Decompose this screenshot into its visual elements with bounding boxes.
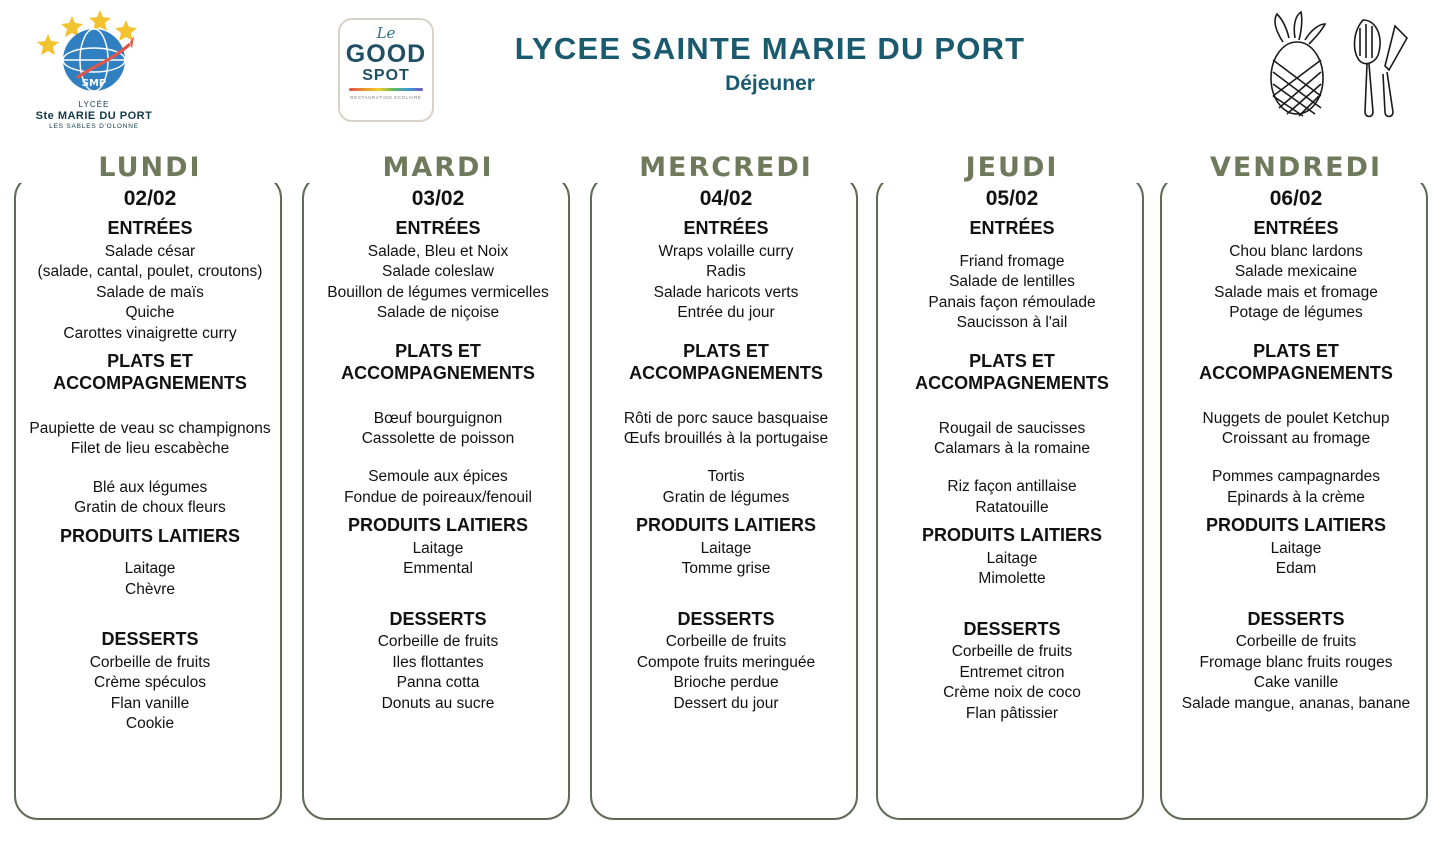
section-title-plats-line1: PLATS ET — [683, 340, 769, 361]
plats-list-mardi — [296, 409, 580, 450]
list-item: Radis — [706, 263, 746, 281]
list-item: Quiche — [125, 304, 175, 322]
list-item: Rôti de porc sauce basquaise — [623, 409, 829, 427]
list-item: Brioche perdue — [673, 674, 779, 692]
list-item: Donuts au sucre — [381, 694, 495, 712]
day-name-vendredi: VENDREDI — [1162, 152, 1430, 183]
list-item: Œufs brouillés à la portugaise — [623, 429, 829, 447]
list-item: Fondue de poireaux/fenouil — [344, 488, 532, 506]
section-title-entrees: ENTRÉES — [683, 218, 769, 239]
list-item: Salade haricots verts — [653, 283, 799, 301]
day-name-jeudi: JEUDI — [878, 152, 1146, 183]
list-item: Cassolette de poisson — [361, 429, 515, 447]
list-item: Salade mais et fromage — [1214, 283, 1378, 301]
list-item: Salade de lentilles — [949, 273, 1075, 291]
day-card-jeudi — [876, 152, 1144, 820]
plats-list-lundi — [8, 419, 292, 460]
list-item: Edam — [1275, 560, 1317, 578]
list-item: Salade de niçoise — [376, 304, 500, 322]
good-spot-good: GOOD — [345, 40, 427, 68]
day-date-mardi: 03/02 — [411, 187, 465, 210]
plats-list-mercredi — [584, 409, 868, 450]
list-item: Dessert du jour — [673, 694, 779, 712]
accompagnements-list-jeudi — [870, 477, 1154, 518]
list-item: Semoule aux épices — [368, 468, 508, 486]
list-item: Chèvre — [125, 580, 175, 598]
section-title-plats-line1: PLATS ET — [1253, 340, 1339, 361]
good-spot-le: Le — [376, 24, 396, 42]
list-item: Crème noix de coco — [943, 684, 1081, 702]
decorative-illustration — [1239, 8, 1419, 128]
laitiers-list-lundi — [8, 559, 292, 600]
section-title-desserts: DESSERTS — [101, 629, 199, 650]
svg-text:SMP: SMP — [81, 78, 107, 89]
day-name-mercredi: MERCREDI — [592, 152, 860, 183]
list-item: Fromage blanc fruits rouges — [1199, 653, 1393, 671]
menu-week-grid — [0, 150, 1441, 840]
list-item: Chou blanc lardons — [1229, 242, 1363, 260]
day-card-mercredi — [590, 152, 858, 820]
section-title-plats-line2: ACCOMPAGNEMENTS — [341, 363, 535, 383]
section-title-plats-line2: ACCOMPAGNEMENTS — [1199, 363, 1393, 383]
list-item: Croissant au fromage — [1221, 429, 1371, 447]
desserts-list-jeudi — [870, 642, 1154, 724]
good-spot-spot: SPOT — [362, 67, 410, 85]
day-card-mardi — [302, 152, 570, 820]
entrees-list-mardi — [296, 242, 580, 324]
title-block — [440, 32, 1100, 96]
list-item: Salade mexicaine — [1234, 263, 1358, 281]
day-name-lundi: LUNDI — [16, 152, 284, 183]
list-item: Emmental — [403, 560, 473, 578]
list-item: Nuggets de poulet Ketchup — [1202, 409, 1390, 427]
list-item: Salade de maïs — [96, 283, 204, 301]
good-spot-tagline: RESTAURATION SCOLAIRE — [350, 94, 422, 100]
list-item: Flan vanille — [110, 694, 190, 712]
section-title-plats-line2: ACCOMPAGNEMENTS — [53, 373, 247, 394]
list-item: Carottes vinaigrette curry — [63, 324, 237, 342]
list-item: Iles flottantes — [392, 653, 484, 671]
list-item: Wraps volaille curry — [658, 242, 794, 260]
day-card-lundi — [14, 152, 282, 820]
school-logo-lycee-word: LYCÉE — [78, 100, 110, 109]
laitiers-list-mercredi — [584, 539, 868, 580]
section-title-desserts: DESSERTS — [963, 618, 1061, 639]
list-item: Cake vanille — [1253, 674, 1339, 692]
school-logo — [14, 4, 174, 136]
section-title-laitiers: PRODUITS LAITIERS — [59, 525, 240, 546]
section-title-entrees: ENTRÉES — [395, 218, 481, 239]
page-title: LYCEE SAINTE MARIE DU PORT — [514, 31, 1026, 66]
section-title-plats-line1: PLATS ET — [107, 350, 193, 371]
section-title-laitiers: PRODUITS LAITIERS — [347, 515, 528, 536]
laitiers-list-mardi — [296, 539, 580, 580]
list-item: Calamars à la romaine — [934, 439, 1090, 457]
list-item: Panna cotta — [396, 674, 480, 692]
list-item: (salade, cantal, poulet, croutons) — [37, 263, 263, 281]
list-item: Bouillon de légumes vermicelles — [327, 283, 549, 301]
section-title-plats-line1: PLATS ET — [395, 340, 481, 361]
list-item: Entrée du jour — [677, 304, 775, 322]
plats-list-jeudi — [870, 419, 1154, 460]
entrees-list-vendredi — [1154, 242, 1438, 324]
entrees-list-jeudi — [870, 252, 1154, 334]
list-item: Gratin de légumes — [662, 488, 790, 506]
accompagnements-list-vendredi — [1154, 467, 1438, 508]
list-item: Salade mangue, ananas, banane — [1181, 694, 1411, 712]
list-item: Bœuf bourguignon — [373, 409, 503, 427]
section-title-desserts: DESSERTS — [677, 608, 775, 629]
list-item: Salade, Bleu et Noix — [367, 242, 509, 260]
list-item: Rougail de saucisses — [938, 419, 1086, 437]
accompagnements-list-mardi — [296, 467, 580, 508]
plats-list-vendredi — [1154, 409, 1438, 450]
laitiers-list-jeudi — [870, 549, 1154, 590]
page-header — [0, 0, 1441, 140]
list-item: Pommes campagnardes — [1212, 468, 1380, 486]
list-item: Salade césar — [104, 242, 196, 260]
section-title-plats-line1: PLATS ET — [969, 350, 1055, 371]
desserts-list-vendredi — [1154, 632, 1438, 714]
list-item: Tortis — [707, 468, 745, 486]
list-item: Tomme grise — [681, 560, 771, 578]
section-title-plats-line2: ACCOMPAGNEMENTS — [629, 363, 823, 383]
entrees-list-mercredi — [584, 242, 868, 324]
day-card-vendredi — [1160, 152, 1428, 820]
list-item: Riz façon antillaise — [947, 478, 1077, 496]
laitiers-list-vendredi — [1154, 539, 1438, 580]
section-title-desserts: DESSERTS — [389, 608, 487, 629]
section-title-entrees: ENTRÉES — [107, 218, 193, 239]
list-item: Potage de légumes — [1229, 304, 1363, 322]
list-item: Ratatouille — [975, 498, 1049, 516]
list-item: Corbeille de fruits — [951, 643, 1073, 661]
list-item: Laitage — [1270, 539, 1322, 557]
list-item: Gratin de choux fleurs — [74, 499, 226, 517]
list-item: Entremet citron — [959, 663, 1065, 681]
list-item: Paupiette de veau sc champignons — [29, 419, 271, 437]
list-item: Corbeille de fruits — [665, 633, 787, 651]
desserts-list-mercredi — [584, 632, 868, 714]
list-item: Filet de lieu escabèche — [70, 440, 230, 458]
desserts-list-lundi — [8, 653, 292, 735]
list-item: Blé aux légumes — [92, 478, 208, 496]
list-item: Corbeille de fruits — [89, 653, 211, 671]
list-item: Mimolette — [978, 570, 1046, 588]
section-title-plats-line2: ACCOMPAGNEMENTS — [915, 373, 1109, 393]
rainbow-divider — [349, 88, 423, 91]
desserts-list-mardi — [296, 632, 580, 714]
list-item: Compote fruits meringuée — [636, 653, 816, 671]
accompagnements-list-lundi — [8, 478, 292, 519]
list-item: Flan pâtissier — [965, 704, 1059, 722]
day-date-vendredi: 06/02 — [1269, 187, 1323, 210]
section-title-laitiers: PRODUITS LAITIERS — [635, 515, 816, 536]
section-title-desserts: DESSERTS — [1247, 608, 1345, 629]
list-item: Friand fromage — [959, 252, 1065, 270]
list-item: Crème spéculos — [94, 674, 206, 692]
accompagnements-list-mercredi — [584, 467, 868, 508]
day-name-mardi: MARDI — [304, 152, 572, 183]
school-logo-graphic — [14, 4, 174, 100]
section-title-laitiers: PRODUITS LAITIERS — [921, 525, 1102, 546]
day-date-jeudi: 05/02 — [985, 187, 1039, 210]
list-item: Laitage — [986, 549, 1038, 567]
school-logo-subtitle: LES SABLES D'OLONNE — [49, 122, 139, 130]
list-item: Saucisson à l'ail — [956, 314, 1068, 332]
school-logo-name: Ste MARIE DU PORT — [35, 110, 153, 122]
section-title-entrees: ENTRÉES — [1253, 218, 1339, 239]
day-date-lundi: 02/02 — [123, 187, 177, 210]
list-item: Panais façon rémoulade — [928, 293, 1096, 311]
list-item: Salade coleslaw — [381, 263, 494, 281]
list-item: Corbeille de fruits — [377, 633, 499, 651]
entrees-list-lundi — [8, 242, 292, 344]
list-item: Corbeille de fruits — [1235, 633, 1357, 651]
page-subtitle: Déjeuner — [725, 72, 815, 96]
day-date-mercredi: 04/02 — [699, 187, 753, 210]
list-item: Laitage — [124, 560, 176, 578]
list-item: Laitage — [412, 539, 464, 557]
section-title-laitiers: PRODUITS LAITIERS — [1205, 515, 1386, 536]
list-item: Epinards à la crème — [1227, 488, 1365, 506]
list-item: Laitage — [700, 539, 752, 557]
list-item: Cookie — [125, 715, 175, 733]
good-spot-logo — [338, 18, 434, 122]
section-title-entrees: ENTRÉES — [969, 218, 1055, 239]
